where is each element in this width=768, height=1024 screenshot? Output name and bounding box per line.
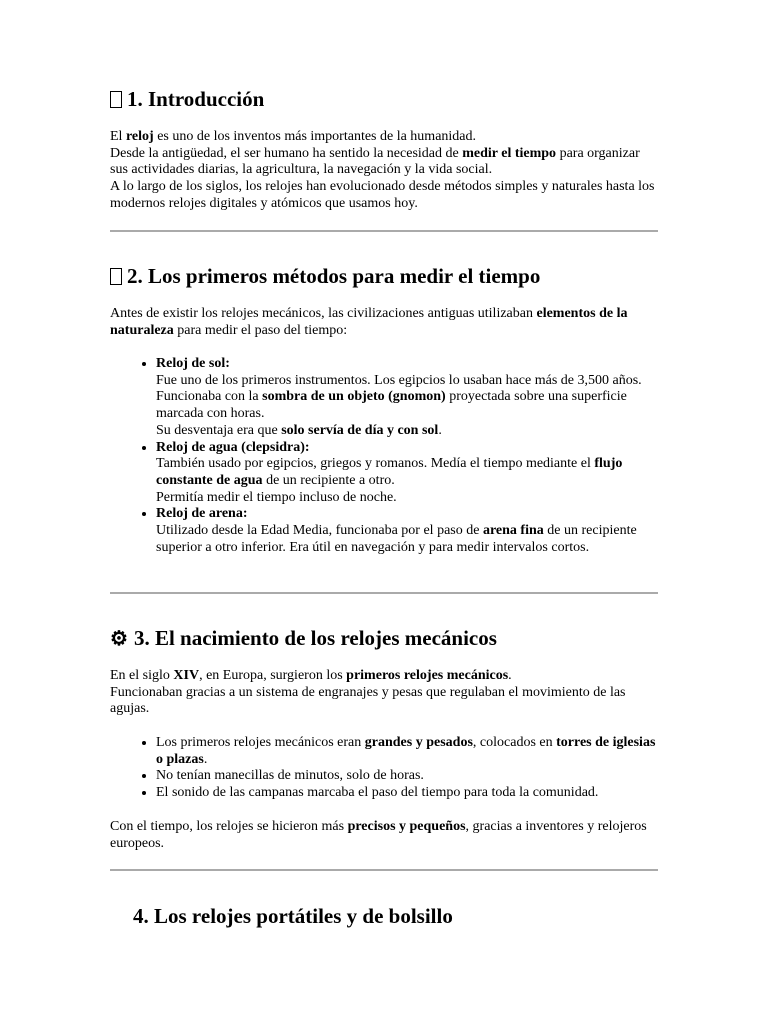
mechanical-list [110,735,660,802]
missing-glyph-icon [110,91,122,108]
list-item: • Reloj de arena: Utilizado desde la Edad Media, funcionaba por el paso de arena fina de un recipiente superior a otro inferior. Era útil en navegación y para medir intervalos cortos. [156,506,660,556]
intro-paragraph: El reloj es uno de los inventos más importantes de la humanidad. Desde la antigüedad, el ser humano ha sentido la necesidad de medir el tiempo para organizar sus actividades diarias, la agricultura, la navegación y la vida social. A lo largo de los siglos, los relojes han evolucionado desde métodos simples y naturales hasta los modernos relojes digitales y atómicos que usamos hoy. [110,129,655,211]
section-title-relojes-mecanicos: ⚙ 3. El nacimiento de los relojes mecánicos [110,626,497,650]
mechanical-intro-paragraph: En el siglo XIV, en Europa, surgieron los primeros relojes mecánicos. Funcionaban gracias a un sistema de engranajes y pesas que regulaban el movimiento de las agujas. [110,668,626,717]
methods-list [110,356,660,556]
missing-glyph-icon [110,268,122,285]
methods-intro-paragraph: Antes de existir los relojes mecánicos, las civilizaciones antiguas utilizaban elementos de la naturaleza para medir el paso del tiempo: [110,306,628,338]
list-item: • Reloj de agua (clepsidra): También usado por egipcios, griegos y romanos. Medía el tiempo mediante el flujo constante de agua de un recipiente a otro. Permitía medir el tiempo incluso de noche. [156,440,660,507]
list-item: • El sonido de las campanas marcaba el paso del tiempo para toda la comunidad. [156,785,660,802]
divider [110,592,658,594]
divider [110,230,658,232]
gear-icon: ⚙ [110,628,128,650]
list-item: • No tenían manecillas de minutos, solo de horas. [156,768,660,785]
divider [110,869,658,871]
mechanical-closing-paragraph: Con el tiempo, los relojes se hicieron más precisos y pequeños, gracias a inventores y relojeros europeos. [110,819,647,851]
list-item: • Reloj de sol: Fue uno de los primeros instrumentos. Los egipcios lo usaban hace más de 3,500 años. Funcionaba con la sombra de un objeto (gnomon) proyectada sobre una superficie marcada con horas. Su desventaja era que solo servía de día y con sol. [156,356,660,440]
section-title-introduccion: 1. Introducción [110,86,264,112]
section-title-primeros-metodos: 2. Los primeros métodos para medir el tiempo [110,263,540,289]
list-item: • Los primeros relojes mecánicos eran grandes y pesados, colocados en torres de iglesias o plazas. [156,735,660,768]
section-title-relojes-portatiles: 4. Los relojes portátiles y de bolsillo [133,904,453,928]
